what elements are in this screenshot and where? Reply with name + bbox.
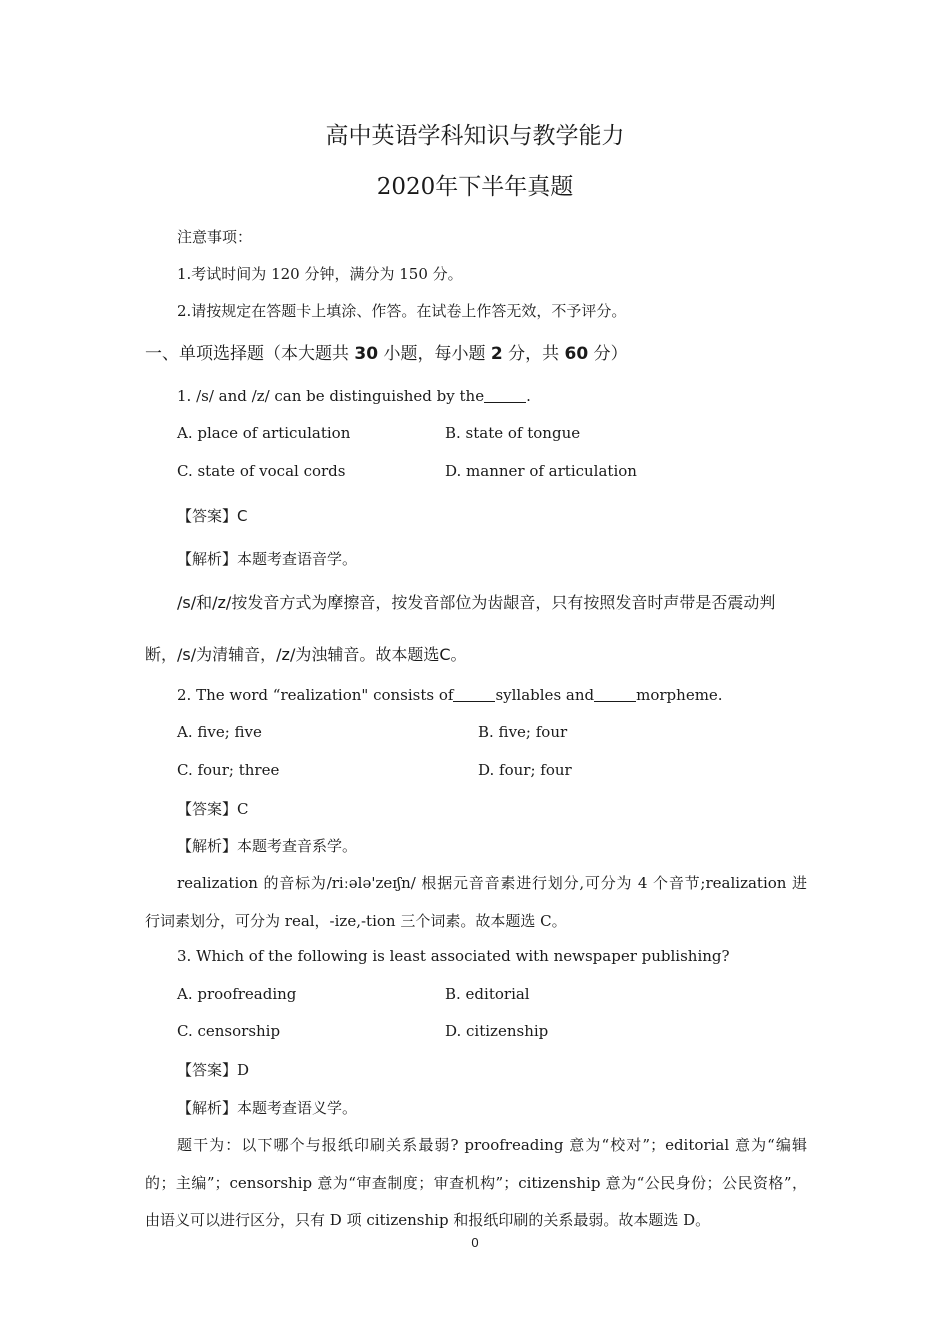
section-prefix: 一、单项选择题（本大题共 bbox=[145, 344, 349, 364]
notice-item-1: 1.考试时间为 120 分钟，满分为 150 分。 bbox=[177, 265, 463, 283]
q2-blank-1 bbox=[453, 686, 495, 702]
q1-explain-line-1 bbox=[177, 590, 775, 613]
q2-stem-p1: 2. The word “realization" consists of bbox=[177, 686, 454, 704]
q1-e2-end: 。 bbox=[450, 645, 467, 664]
q1-e1-s: /s/ bbox=[177, 593, 197, 612]
q1-answer bbox=[177, 505, 248, 526]
q1-analysis: 【解析】本题考查语音学。 bbox=[177, 550, 358, 568]
section-count: 30 bbox=[354, 344, 379, 364]
q2-stem bbox=[177, 686, 723, 704]
q1-option-c: C. state of vocal cords bbox=[177, 462, 346, 480]
section-total: 60 bbox=[564, 344, 589, 364]
q3-explain-line-3: 由语义可以进行区分，只有 D 项 citizenship 和报纸印刷的关系最弱。故本题选 D。 bbox=[145, 1211, 711, 1229]
q2-option-a: A. five; five bbox=[177, 723, 262, 741]
page-number: 0 bbox=[471, 1235, 479, 1250]
q2-explain-line-2: 行词素划分，可分为 real，-ize,-tion 三个词素。故本题选 C。 bbox=[145, 912, 567, 930]
q3-option-c: C. censorship bbox=[177, 1022, 281, 1040]
q2-blank-2 bbox=[594, 686, 636, 702]
q1-option-b: B. state of tongue bbox=[445, 424, 581, 442]
title-line-2: 2020年下半年真题 bbox=[376, 174, 574, 200]
q1-e2-s: /s/ bbox=[177, 645, 197, 664]
q1-e1-and: 和 bbox=[196, 593, 213, 612]
q3-option-a: A. proofreading bbox=[177, 985, 297, 1003]
q3-answer: 【答案】D bbox=[177, 1061, 250, 1079]
section-mid-2: 分，共 bbox=[508, 344, 560, 364]
q2-option-d: D. four; four bbox=[478, 761, 572, 779]
q1-answer-label: 【答案】 bbox=[177, 507, 238, 525]
q1-option-a: A. place of articulation bbox=[177, 424, 351, 442]
q1-option-d: D. manner of articulation bbox=[445, 462, 637, 480]
q1-e2-z: /z/ bbox=[276, 645, 296, 664]
q1-answer-value: C bbox=[237, 507, 248, 525]
q2-stem-p3: morpheme. bbox=[636, 686, 723, 704]
q3-stem: 3. Which of the following is least associated with newspaper publishing? bbox=[177, 947, 730, 965]
q3-analysis: 【解析】本题考查语义学。 bbox=[177, 1099, 358, 1117]
title-line-1: 高中英语学科知识与教学能力 bbox=[325, 123, 625, 149]
q3-explain-line-2: 的；主编”；censorship 意为“审查制度；审查机构”；citizenship 意为“公民身份；公民资格”， bbox=[145, 1174, 807, 1192]
q2-analysis: 【解析】本题考查音系学。 bbox=[177, 837, 358, 855]
notice-item-2: 2.请按规定在答题卡上填涂、作答。在试卷上作答无效，不予评分。 bbox=[177, 302, 627, 320]
q1-e2-a: 断， bbox=[145, 645, 178, 664]
q1-blank bbox=[484, 387, 526, 403]
q2-option-c: C. four; three bbox=[177, 761, 280, 779]
q1-e2-letter: C bbox=[439, 645, 451, 664]
q1-e1-z: /z/ bbox=[212, 593, 232, 612]
q1-stem-end: . bbox=[526, 387, 531, 405]
q2-stem-p2: syllables and bbox=[495, 686, 595, 704]
q3-explain-line-1: 题干为：以下哪个与报纸印刷关系最弱? proofreading 意为“校对”；editorial 意为“编辑 bbox=[177, 1136, 807, 1154]
q1-e2-c: 为浊辅音。故本题选 bbox=[295, 645, 440, 664]
q1-stem bbox=[177, 387, 531, 405]
q3-option-b: B. editorial bbox=[445, 985, 530, 1003]
section-suffix: 分） bbox=[593, 344, 628, 364]
q2-answer: 【答案】C bbox=[177, 800, 249, 818]
notice-heading: 注意事项： bbox=[177, 228, 253, 246]
q2-option-b: B. five; four bbox=[478, 723, 568, 741]
q1-e1-rest: 按发音方式为摩擦音，按发音部位为齿龈音，只有按照发音时声带是否震动判 bbox=[231, 593, 776, 612]
section-score-each: 2 bbox=[490, 344, 503, 364]
q3-option-d: D. citizenship bbox=[445, 1022, 549, 1040]
q1-e2-b: 为清辅音， bbox=[196, 645, 277, 664]
q1-stem-text: 1. /s/ and /z/ can be distinguished by the bbox=[177, 387, 485, 405]
q2-explain-line-1: realization 的音标为/riːələ'zeɪʃn/ 根据元音音素进行划分,可分为 4 个音节;realization 进 bbox=[177, 874, 807, 892]
q1-explain-line-2 bbox=[145, 642, 467, 665]
section-heading bbox=[145, 339, 628, 364]
section-mid-1: 小题，每小题 bbox=[383, 344, 486, 364]
